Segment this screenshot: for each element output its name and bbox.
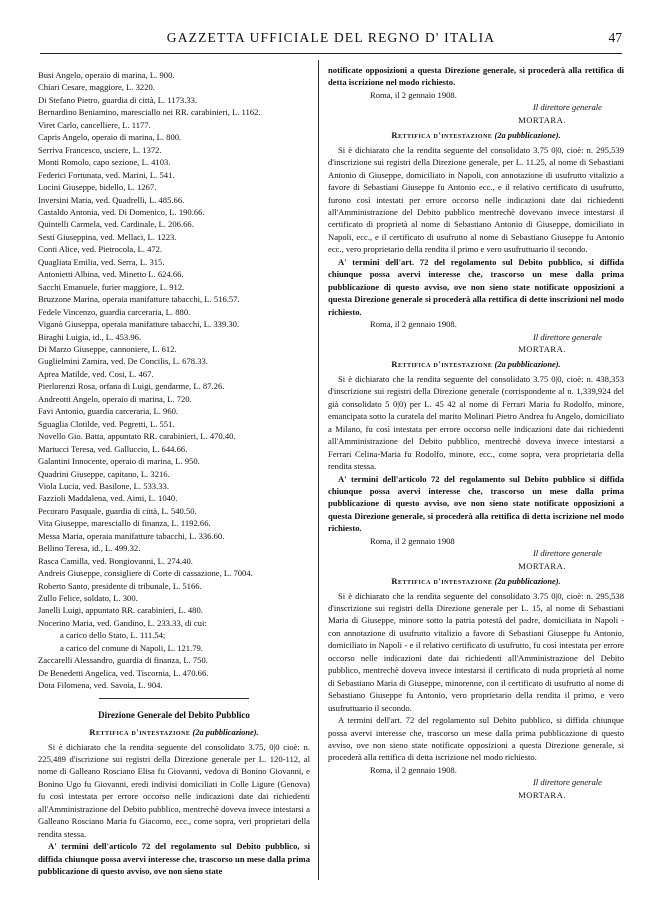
signature-label: Il direttore generale: [532, 331, 602, 342]
list-item: Favi Antonio, guardia carceraria, L. 960.: [38, 406, 179, 417]
pubblicazione-label: (2a pubblicazione).: [494, 131, 561, 141]
list-item: a carico dello Stato, L. 111.54;: [60, 630, 166, 641]
list-item: Dota Filomena, ved. Savoia, L. 904.: [38, 680, 163, 691]
list-item: Quagliata Emilia, ved. Serra, L. 315.: [38, 256, 165, 267]
list-item: Chiari Cesare, maggiore, L. 3220.: [38, 82, 155, 93]
list-item: Di Stefano Pietro, guardia di città, L. 1173.33.: [38, 94, 198, 105]
list-item: Vita Giuseppe, maresciallo di finanza, L. 1192.66.: [38, 518, 211, 529]
rettifica-label: Rettifica d'intestazione: [391, 577, 493, 587]
list-item: Janelli Luigi, appuntato RR. carabinieri, L. 480.: [38, 605, 203, 616]
list-item: Castaldo Antonia, ved. Di Domenico, L. 190.66.: [38, 206, 205, 217]
list-item: Novello Gio. Batta, appuntato RR. carabinieri, L. 470.40.: [38, 431, 236, 442]
list-item: Quadrini Giuseppe, capitano, L. 3216.: [38, 468, 170, 479]
pubblicazione-label: (2a pubblicazione).: [494, 577, 561, 587]
list-item: Sesti Giuseppina, ved. Mellaci, L. 1223.: [38, 231, 177, 242]
notice-title: [328, 576, 624, 588]
list-item: Locini Giuseppe, bidello, L. 1267.: [38, 182, 157, 193]
notice-continuation: [328, 64, 624, 89]
list-item: Rasca Camilla, ved. Bongiovanni, L. 274.40.: [38, 555, 193, 566]
list-item: Sacchi Emanuele, furier maggiore, L. 912.: [38, 281, 185, 292]
right-column: [328, 64, 624, 801]
notice-title: [328, 359, 624, 371]
list-item: Viret Carlo, cancelliere, L. 1177.: [38, 119, 151, 130]
notice-paragraph: Si è dichiarato che la rendita seguente del consolidato 3.75 0|0, cioè: n. 295,538 d'inscrizione sui registri della Direzione generale per L. 15, al nome di Sebastiani Maria di Giuseppe, minore sotto la patria potestà del padre, domiciliata in Napoli - con annotazione di usufrutto vitalizio a favore di Sebastiani Giuseppe fu Antonio, domiciliato in Napoli - e il relativo certificato di usufrutto, fu così intestata per errore occorso nelle indicazioni date dai richiedenti all'Amministrazione del Debito pubblico, mentrechè doveva invece intestarsi il certificato di nuda proprietà al nome di Sebastiano Maria di Giuseppe, minorenne, con il certificato di usufrutto al nome di Sebastiano Giuseppe fu Antonio, vero proprietario della rendita il primo, e vero usufruttuario il secondo.: [328, 590, 624, 713]
notice-paragraph: Si è dichiarato che la rendita seguente del consolidato 3.75 0|0, cioè: n. 295,539 d'inscrizione sui registri della Direzione generale, per L. 11.25, al nome di Sebastiani Antonio di Giuseppe, domiciliato in Napoli, con annotazione di usufrutto vitalizio a favore di Sebastiani Giuseppe fu Antonio ecc., e il relativo certificato di usufrutto, furono così intestati per errore occorso nelle indicazioni date dai richiedenti all'Amministrazione del Debito pubblico mentrechè dovevano invece intestarsi il certificato di proprietà al nome di Sebastiano Antonio di Giuseppe, domiciliato in Napoli, ecc., e il certificato di usufrutto al nome di Sebastiano Giuseppe fu Antonio ecc., vero proprietario della rendita il primo e vero usufruttuario il secondo.: [328, 144, 624, 255]
list-item: a carico del comune di Napoli, L. 121.79.: [60, 642, 203, 653]
list-item: Fedele Vincenzo, guardia carceraria, L. 880.: [38, 306, 191, 317]
rettifica-label: Rettifica d'intestazione: [89, 728, 191, 738]
notice-date: Roma, il 2 gennaio 1908.: [370, 89, 457, 100]
notice-body: [328, 373, 624, 535]
notice-warning: A' termini dell'articolo 72 del regolamento sul Debito pubblico, si diffida chiunque possa avervi interesse che, trascorso un mese dalla prima pubblicazione di questo avviso, ove non sieno state: [38, 841, 310, 877]
signature-label: Il direttore generale: [532, 548, 602, 559]
notice-paragraph: Si è dichiarato che la rendita seguente del consolidato 3.75 0|0, cioè: n. 438,353 d'inscrizione sui registri della Direzione generale (corrispondente al n. 1,339,924 del già consolidato 5 0|0) per L. 45 42 al nome di Ferrari Maria fu Rodolfo, minore, emancipata sotto la curatela del marito Molinari Pietro Andrea fu Angelo, domiciliato a Milano, fu così intestata per errore occorso nelle indicazioni date dai richiedenti all'Amministrazione del Debito pubblico, mentrechè doveva invece intestarsi a Ferrari Celina-Maria fu Rodolfo, minore, ecc., come sopra, vera proprietaria della rendita stessa.: [328, 373, 624, 472]
list-item: Antonietti Albina, ved. Minetto L. 624.66.: [38, 269, 184, 280]
section-separator: [99, 698, 249, 699]
list-item: Nocerino Maria, ved. Gandino, L. 233.33, di cui:: [38, 617, 207, 628]
list-item: Inversini Maria, ved. Quadrelli, L. 485.66.: [38, 194, 185, 205]
notice-warning: notificate opposizioni a questa Direzione generale, si procederà alla rettifica di detta iscrizione nel modo richiesto.: [328, 65, 624, 88]
list-item: Quintelli Carmela, ved. Cardinale, L. 206.66.: [38, 219, 194, 230]
signature-name: MORTARA.: [518, 560, 566, 571]
list-item: Sguaglia Clotilde, ved. Pegretti, L. 551.: [38, 418, 175, 429]
pension-list-continued: [38, 654, 310, 691]
list-item: Andreotti Angelo, operaio di marina, L. 720.: [38, 393, 192, 404]
notice-title: [328, 130, 624, 142]
column-divider: [318, 60, 319, 880]
list-item: Di Marzo Giuseppe, cannoniere, L. 612.: [38, 343, 177, 354]
list-item: Martucci Teresa, ved. Galluccio, L. 644.66.: [38, 443, 188, 454]
list-item: Pecoraro Pasquale, guardia di città, L. 540.50.: [38, 505, 197, 516]
list-item: Viola Lucia, ved. Basilone, L. 533.33.: [38, 480, 169, 491]
list-item: De Benedetti Angelica, ved. Tiscornia, L. 470.66.: [38, 667, 209, 678]
notice-body: [38, 741, 310, 878]
rettifica-label: Rettifica d'intestazione: [391, 360, 493, 370]
pubblicazione-label: (2a pubblicazione).: [192, 728, 259, 738]
notice-body: [328, 144, 624, 318]
pension-sublist: [38, 629, 310, 654]
notice-paragraph: A termini dell'art. 72 del regolamento sul Debito pubblico, si diffida chiunque possa avervi interesse che, trascorso un mese dalla prima pubblicazione di questo avviso, ove non sieno state notificate opposizioni a questa Direzione generale, si procederà alla rettifica di detta iscrizione nel modo richiesto.: [328, 715, 624, 763]
gazette-title: GAZZETTA UFFICIALE DEL REGNO D' ITALIA: [166, 30, 496, 45]
notice-title: [38, 727, 310, 739]
list-item: Busi Angelo, operaio di marina, L. 900.: [38, 70, 175, 80]
header-rule: [40, 53, 622, 54]
page-header: [40, 30, 622, 50]
notice-paragraph: Si è dichiarato che la rendita seguente del consolidato 3.75, 0|0 cioè: n. 225,489 d'iscrizione sui registri della Direzione generale per L. 120-112, al nome di Galleano Rosciano Elisa fu Giovanni, vedova di Bonino Giovanni, e Bonino Ugo fu Giovanni, eredi indivisi domiciliati in Colle Ligure (Genova) fu così intestata per errore occorso nelle indicazioni date dai richiedenti all'Amministrazione del Debito pubblico, mentrechè doveva invece intestarsi a Galleano Rosciano Maria fu Giacomo, ecc., come sopra, veri proprietari della rendita stessa.: [38, 741, 310, 839]
list-item: Bellino Teresa, id., L. 499.32.: [38, 543, 141, 554]
notice-date: Roma, il 2 gennaio 1908: [370, 535, 455, 546]
list-item: Federici Fortunata, ved. Marini, L. 541.: [38, 169, 175, 180]
list-item: Andreis Giuseppe, consigliere di Corte di cassazione, L. 7004.: [38, 568, 253, 579]
list-item: Roberto Santo, presidente di tribunale, L. 5166.: [38, 580, 202, 591]
notice-warning: A' termini dell'articolo 72 del regolamento sul Debito pubblico si diffida chiunque possa avervi interesse che, trascorso un mese dalla prima pubblicazione di questo avviso, ove non sieno state notificate opposizioni a questa Direzione generale, si procederà alla rettifica di detta iscrizione nel modo richiesto.: [328, 473, 624, 534]
list-item: Galantini Innocente, operaio di marina, L. 950.: [38, 456, 200, 467]
left-column: [38, 69, 310, 878]
list-item: Guglielmini Zamira, ved. De Concilis, L. 678.33.: [38, 356, 208, 367]
list-item: Bruzzone Marina, operaia manifatture tabacchi, L. 516.57.: [38, 294, 240, 305]
list-item: Serriva Francesco, usciere, L. 1372.: [38, 144, 162, 155]
notice-date: Roma, il 2 gennaio 1908.: [370, 319, 457, 330]
list-item: Biraghi Luigia, id., L. 453.96.: [38, 331, 142, 342]
pubblicazione-label: (2a pubblicazione).: [494, 360, 561, 370]
signature-name: MORTARA.: [518, 114, 566, 125]
notice-warning: A' termini dell'art. 72 del regolamento sul Debito pubblico, si diffida chiunque possa avervi interesse che, trascorso un mese dalla prima pubblicazione di questo avviso, ove non sieno state notificate opposizioni a questa Direzione generale si procederà alla rettifica di dette inscrizioni nel modo richiesto.: [328, 256, 624, 317]
page-number: 47: [608, 30, 622, 45]
rettifica-label: Rettifica d'intestazione: [391, 131, 493, 141]
list-item: Conti Alice, ved. Pietrocola, L. 472.: [38, 244, 163, 255]
notice-body: [328, 590, 624, 764]
signature-label: Il direttore generale: [532, 777, 602, 788]
signature-name: MORTARA.: [518, 343, 566, 354]
signature-name: MORTARA.: [518, 789, 566, 800]
list-item: Bernardino Beniamino, maresciallo nei RR. carabinieri, L. 1162.: [38, 107, 261, 118]
pension-list: [38, 69, 310, 629]
list-item: Messa Maria, operaia manifatture tabacchi, L. 336.60.: [38, 530, 225, 541]
signature-label: Il direttore generale: [532, 102, 602, 113]
list-item: Zaccarelli Alessandro, guardia di finanza, L. 750.: [38, 655, 208, 666]
list-item: Aprea Matilde, ved. Cosi, L. 467.: [38, 368, 154, 379]
list-item: Capris Angelo, operaio di marina, L. 800.: [38, 132, 182, 143]
list-item: Viganò Giuseppa, operaia manifatture tabacchi, L. 339.30.: [38, 319, 240, 330]
list-item: Monti Romolo, capo sezione, L. 4103.: [38, 157, 171, 168]
section-title: Direzione Generale del Debito Pubblico: [98, 709, 250, 720]
list-item: Pierlorenzi Rosa, orfana di Luigi, gendarme, L. 87.26.: [38, 381, 225, 392]
list-item: Fazzioli Maddalena, ved. Aimi, L. 1040.: [38, 493, 178, 504]
notice-date: Roma, il 2 gennaio 1908.: [370, 764, 457, 775]
list-item: Zullo Felice, soldato, L. 300.: [38, 593, 138, 604]
